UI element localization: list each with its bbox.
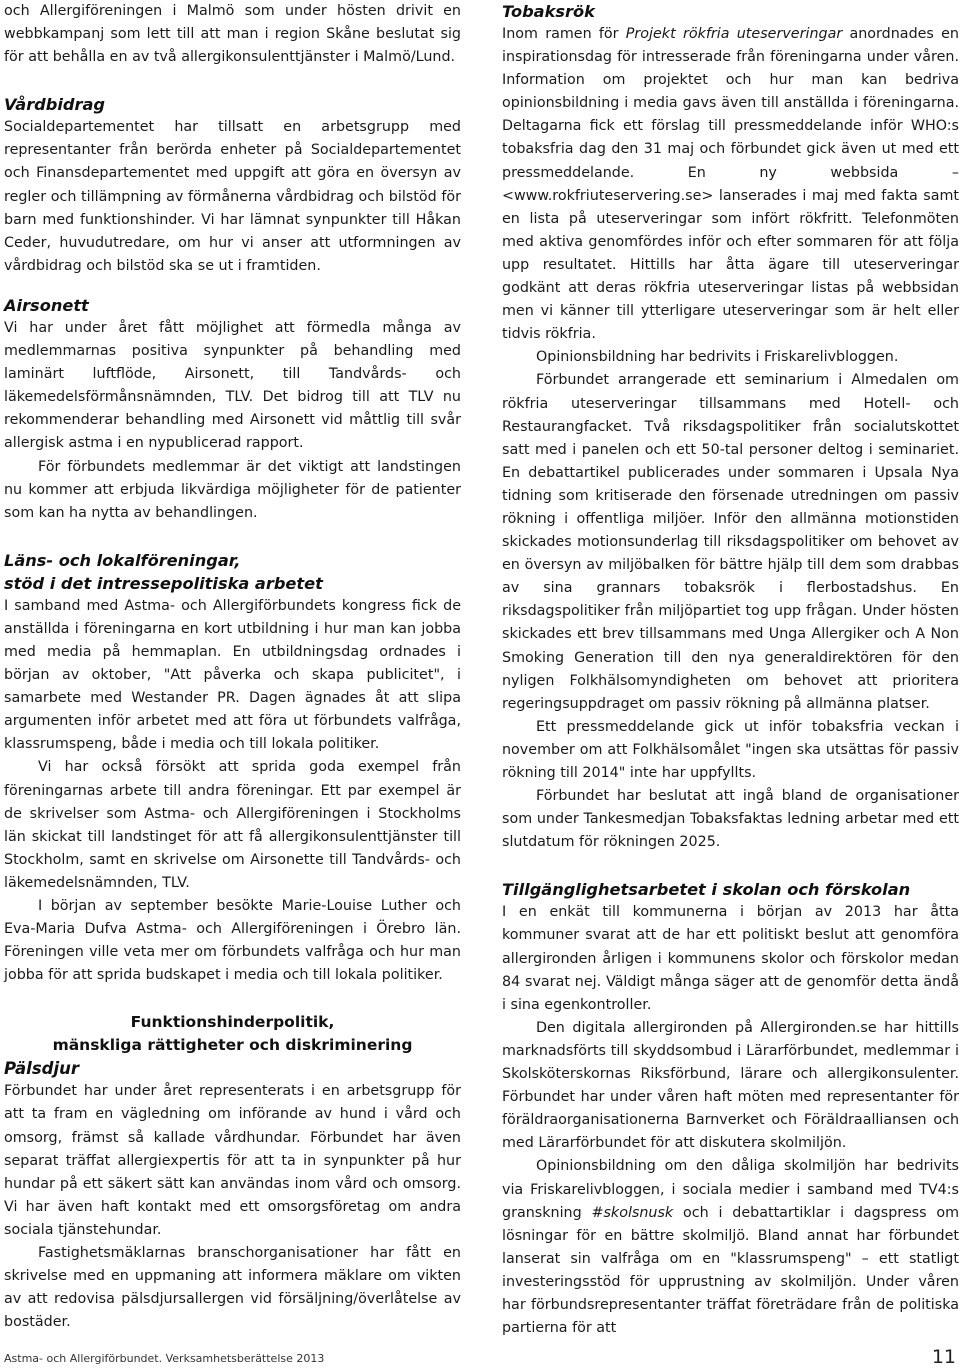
tillganglighet-heading: Tillgänglighetsarbetet i skolan och förskolan — [502, 880, 911, 900]
tobaksrok-paragraph-2: Opinionsbildning har bedrivits i Friskarelivbloggen. — [536, 349, 899, 366]
tobaksrok-paragraph-1 — [502, 23, 959, 346]
tobaksrok-p1-start: Inom ramen för — [502, 26, 626, 42]
airsonett-paragraph-2: För förbundets medlemmar är det viktigt att landstingen nu kommer att erbjuda likvärdiga möjligheter för de patienter som kan ha nytta av behandlingen. — [4, 458, 461, 521]
footer-publication: Astma- och Allergiförbundet. Verksamhetsberättelse 2013 — [4, 1352, 325, 1365]
tillganglighet-paragraph-1: I en enkät till kommunerna i början av 2013 har åtta kommuner svarat att de har ett politiskt beslut att genomföra allergironden årligen i kommunens skolor och förskolor medan 84 svarat nej. Väldigt många säger att de genomför detta ändå i sina egenkontroller. — [502, 904, 959, 1013]
page-number: 11 — [931, 1346, 956, 1368]
left-column — [4, 0, 461, 1334]
tillganglighet-p3-start: Opinionsbildning om den dåliga skolmiljön har bedrivits via Friskarelivbloggen, i sociala medier i samband med TV4:s granskning — [502, 1158, 959, 1221]
right-column — [502, 0, 959, 1340]
tillganglighet-paragraph-3 — [502, 1155, 959, 1340]
intro-paragraph: och Allergiföreningen i Malmö som under hösten drivit en webbkampanj som lett till att man i region Skåne beslutat sig för att behålla en av två allergikonsulenttjänster i Malmö/Lund. — [4, 3, 461, 66]
funktionshinder-heading-line-1: Funktionshinderpolitik, — [130, 1013, 335, 1032]
lans-paragraph-3: I början av september besökte Marie-Louise Luther och Eva-Maria Dufva Astma- och Allergiföreningen i Örebro län. Föreningen ville veta mer om förbundets valfråga och hur man jobba för att sprida budskapet i media och till lokala politiker. — [4, 898, 461, 984]
lans-paragraph-1: I samband med Astma- och Allergiförbundets kongress fick de anställda i föreningarna en kort utbildning i hur man kan jobba med media på hemmaplan. En utbildningsdag ordnades i början av oktober, "Att påverka och skapa publicitet", i samarbete med Westander PR. Dagen ägnades åt att slipa argumenten inför arbetet med att föra ut förbundets valfråga, klassrumspeng, både i media och till lokala politiker. — [4, 597, 461, 753]
tobaksrok-paragraph-3: Förbundet arrangerade ett seminarium i Almedalen om rökfria uteserveringar tillsammans med Hotell- och Restaurangfacket. Två riksdagspolitiker från socialutskottet satt med i panelen och ett 50-tal personer deltog i seminariet. En debattartikel publicerades under sommaren i Upsala Nya tidning som kritiserade den försenade utredningen om passiv rökning i offentliga miljöer. Inför den allmänna motionstiden skickades motionsunderlag till riksdagspolitiker om behovet av en översyn av miljöbalken för bättre hjälp till dem som drabbas av sina grannars tobaksrök i flerbostadshus. En riksdagspolitiker från miljöpartiet tog upp frågan. Under hösten skickades ett brev tillsammans med Unga Allergiker och A Non Smoking Generation till den nya generaldirektören för den nyligen Folkhälsomyndigheten om behovet att prioritera regeringsuppdraget om passiv rökning på allmänna platser. — [502, 372, 959, 712]
tillganglighet-p3-rest: och i debattartiklar i dagspress om lösningar för en bättre skolmiljö. Bland annat har förbundet lanserat sin valfråga om en "klassrumspeng" – ett statligt investeringsstöd för upprustning av skolmiljön. Under våren har förbundsrepresentanter träffat företrädare från de politiska partierna för att — [502, 1204, 960, 1337]
funktionshinder-heading-line-2: mänskliga rättigheter och diskriminering — [52, 1036, 413, 1055]
hashtag: #skolsnusk — [591, 1204, 674, 1221]
palsdjur-paragraph-1: Förbundet har under året representerats i en arbetsgrupp för att ta fram en vägledning om införande av hund i vård och omsorg, främst så kallade vårdhundar. Förbundet har även separat träffat allergiexpertis för att ta in synpunkter på hur hundar på ett säkert sätt kan användas inom vård och omsorg. Vi har även haft kontakt med ett omsorgsföretag om andra sociala tjänstehundar. — [4, 1083, 461, 1238]
airsonett-paragraph-1: Vi har under året fått möjlighet att förmedla många av medlemmarnas positiva synpunkter på behandling med laminärt luftflöde, Airsonett, till Tandvårds- och läkemedelsförmånsnämnden, TLV. Det bidrog till att TLV nu rekommenderar behandling med Airsonett vid måttlig till svår allergisk astma i en nypublicerad rapport. — [4, 319, 461, 452]
page-footer — [0, 1334, 960, 1368]
airsonett-heading: Airsonett — [4, 295, 89, 315]
tobaksrok-paragraph-5: Förbundet har beslutat att ingå bland de organisationer som under Tankesmedjan Tobaksfaktas ledning arbetar med ett slutdatum för rökningen 2025. — [502, 788, 959, 851]
lans-heading-line-2: stöd i det intressepolitiska arbetet — [4, 573, 323, 593]
vardbidrag-paragraph: Socialdepartementet har tillsatt en arbetsgrupp med representanter från berörda enheter på Socialdepartementet och Finansdepartementet med uppgift att göra en översyn av regler och tillämpning av förmånerna vårdbidrag och bilstöd för barn med funktionshinder. Vi har lämnat synpunkter till Håkan Ceder, huvudutredare, om hur vi anser att utformningen av vårdbidrag och bilstöd ska se ut i framtiden. — [4, 119, 461, 274]
palsdjur-heading: Pälsdjur — [4, 1059, 79, 1079]
tobaksrok-p1-rest: anordnades en inspirationsdag för intresserade från föreningarna under våren. Information om projektet och hur man kan bedriva opinionsbildning i media gavs även till anställda i föreningarna. Deltagarna fick ett förslag till pressmeddelande inför WHO:s tobaksfria dag den 31 maj och förbundet gick även ut med ett pressmeddelande. En ny webbsida – <www.rokfriuteservering.se> lanserades i maj med fakta samt en lista på uteserveringar som infört rökfritt. Telefonmöten med aktiva genomfördes inför och efter sommaren för att följa upp resultatet. Hittills har åtta ägare till uteserveringar godkänt att deras rökfria uteserveringar listas på webbsidan men vi känner till ytterligare uteserveringar som är helt eller tidvis rökfria. — [502, 26, 959, 343]
lans-paragraph-2: Vi har också försökt att sprida goda exempel från föreningarnas arbete till andra föreningar. Ett par exempel är de skrivelser som Astma- och Allergiföreningen i Stockholms län skickat till landstinget för att få allergikonsulenttjänster till Stockholm, samt en skrivelse om Airsonette till Tandvårds- och läkemedelsnämnden, TLV. — [4, 759, 461, 891]
vardbidrag-heading: Vårdbidrag — [4, 95, 105, 115]
tillganglighet-paragraph-2: Den digitala allergironden på Allergironden.se har hittills marknadsförts till skyddsombud i Lärarförbundet, medlemmar i Skolsköterskornas Riksförbund, lärare och allergikonsulenter. Förbundet har under våren haft möten med representanter för föräldraorganisationerna Barnverket och Föräldraalliansen och med Lärarförbundet för att diskutera skolmiljön. — [502, 1019, 959, 1152]
project-name: Projekt rökfria uteserveringar — [625, 26, 843, 42]
palsdjur-paragraph-2: Fastighetsmäklarnas branschorganisationer har fått en skrivelse med en uppmaning att informera mäklare om vikten av att redovisa pälsdjursallergen vid försäljning/överlåtelse av bostäder. — [4, 1245, 461, 1331]
lans-heading-line-1: Läns- och lokalföreningar, — [4, 550, 241, 570]
tobaksrok-paragraph-4: Ett pressmeddelande gick ut inför tobaksfria veckan i november om att Folkhälsomålet "ingen ska utsättas för passiv rökning till 2014" inte har uppfyllts. — [502, 718, 959, 781]
tobaksrok-heading: Tobaksrök — [502, 2, 595, 21]
